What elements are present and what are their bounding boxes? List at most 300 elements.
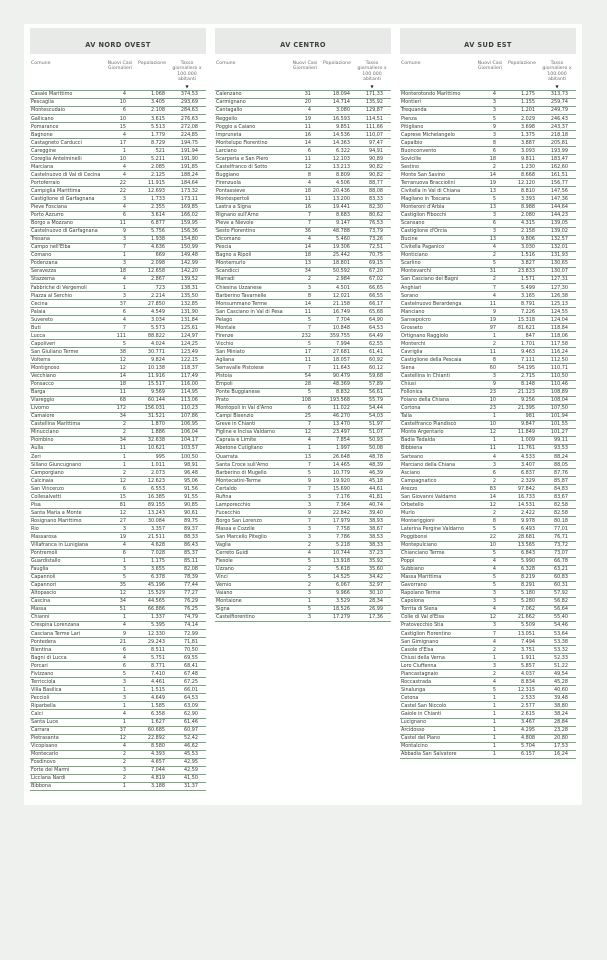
popolazione-cell: 46.270 [332,413,350,420]
nuovi-casi-cell: 23 [489,389,496,396]
table-row [30,405,206,413]
header-nuovi-casi[interactable]: Nuovi Casi Giornalieri [292,60,318,72]
popolazione-cell: 20.436 [332,187,350,194]
nuovi-casi-cell: 6 [122,107,126,114]
comune-cell: Subbiano [401,566,424,573]
nuovi-casi-cell: 2 [492,509,496,516]
tasso-cell: 69,55 [183,654,198,661]
popolazione-cell: 359.755 [329,332,350,339]
popolazione-cell: 3.165 [520,292,535,299]
tasso-cell: 114,51 [365,115,383,122]
sort-descending-icon[interactable]: ▼ [555,83,559,89]
nuovi-casi-cell: 12 [304,163,311,170]
nuovi-casi-cell: 6 [307,405,311,412]
nuovi-casi-cell: 2 [492,276,496,283]
tasso-cell: 83,67 [553,493,568,500]
tasso-cell: 53,64 [553,630,568,637]
nuovi-casi-cell: 5 [492,686,496,693]
popolazione-cell: 3.030 [520,244,535,251]
popolazione-cell: 13.200 [332,196,350,202]
header-tasso[interactable]: Tasso giornaliero x 100.000 abitanti [542,60,572,83]
table-row [30,719,206,727]
tasso-cell: 88,24 [553,453,568,460]
tasso-cell: 76,53 [368,220,383,227]
table-row [215,461,391,469]
popolazione-cell: 3.407 [520,461,535,468]
comune-cell: Vicchio [216,340,234,347]
nuovi-casi-cell: 9 [492,381,496,388]
comune-cell: Livorno [31,405,49,412]
popolazione-cell: 12.658 [147,268,165,275]
popolazione-cell: 1.155 [520,99,535,106]
header-nuovi-casi[interactable]: Nuovi Casi Giornalieri [107,60,133,72]
nuovi-casi-cell: 6 [122,308,126,315]
table-row [400,228,576,236]
comune-cell: Larciano [216,147,237,154]
table-row [215,300,391,308]
tasso-cell: 38,33 [368,542,383,549]
table-av-sud-est [400,28,576,791]
comune-cell: Sestino [401,163,420,170]
tasso-cell: 60,31 [553,582,568,589]
tasso-cell: 48,78 [368,453,383,460]
tasso-cell: 184,64 [180,179,198,186]
popolazione-cell: 2.984 [335,276,350,283]
popolazione-cell: 2.080 [520,212,535,219]
popolazione-cell: 6.358 [150,711,165,717]
table-row [30,147,206,155]
nuovi-casi-cell: 9 [307,477,311,484]
popolazione-cell: 14.525 [332,574,350,581]
comune-cell: Sesto Fiorentino [216,228,256,235]
table-row [215,228,391,236]
tasso-cell: 55,79 [368,397,383,404]
tasso-cell: 132,01 [550,244,568,251]
table-row [30,485,206,493]
tasso-cell: 166,02 [180,212,198,219]
header-popolazione[interactable]: Popolazione [507,60,537,66]
table-row [30,517,206,525]
comune-cell: Monte San Savino [401,171,445,178]
popolazione-cell: 6.328 [520,566,535,573]
popolazione-cell: 3.887 [520,139,535,146]
table-row [400,727,576,735]
comune-cell: Capoliveri [31,340,56,347]
tasso-cell: 20,80 [553,735,568,742]
popolazione-cell: 30.771 [147,348,165,355]
table-row [400,123,576,131]
comune-cell: Campiglia Marittima [31,187,81,194]
table-row [400,517,576,525]
popolazione-cell: 14.536 [332,131,350,138]
tasso-cell: 127,30 [550,284,568,291]
nuovi-casi-cell: 35 [119,582,126,589]
nuovi-casi-cell: 10 [489,421,496,428]
table-row [215,187,391,195]
popolazione-cell: 7.494 [520,638,535,645]
tasso-cell: 124,55 [550,308,568,315]
nuovi-casi-cell: 4 [307,550,311,557]
sort-indicator-row [400,84,576,89]
popolazione-cell: 1.009 [520,437,535,444]
tasso-cell: 116,00 [180,381,198,388]
popolazione-cell: 1.701 [520,340,535,347]
comune-cell: Villafranca in Lunigiana [31,542,89,549]
table-row [30,171,206,179]
comune-cell: Rignano sull'Arno [216,212,259,219]
popolazione-cell: 6.493 [520,525,535,532]
tasso-cell: 80,18 [553,517,568,524]
popolazione-cell: 2.867 [150,276,165,283]
table-row [30,501,206,509]
header-comune[interactable]: Comune [216,60,236,66]
tasso-cell: 41,81 [368,493,383,500]
popolazione-cell: 23.833 [517,268,535,275]
table-row [400,590,576,598]
comune-cell: Piazza al Serchio [31,292,72,299]
popolazione-cell: 50.592 [332,268,350,275]
comune-cell: Montelupo Fiorentino [216,139,268,146]
table-row [215,107,391,115]
nuovi-casi-cell: 11 [119,389,126,396]
comune-cell: Casale Marittimo [31,91,73,98]
comune-cell: Rufina [216,493,232,500]
nuovi-casi-cell: 3 [307,501,311,508]
popolazione-cell: 193.568 [329,397,350,404]
table-row [400,268,576,276]
nuovi-casi-cell: 1 [492,654,496,661]
table-row [215,340,391,348]
tasso-cell: 60,12 [368,364,383,371]
table-row [30,123,206,131]
table-row [400,332,576,340]
tasso-cell: 90,85 [183,501,198,508]
table-row [400,550,576,558]
nuovi-casi-cell: 68 [119,397,126,404]
tasso-cell: 90,82 [368,171,383,178]
table-row [400,477,576,485]
tasso-cell: 191,94 [180,147,198,154]
nuovi-casi-cell: 11 [489,445,496,452]
popolazione-cell: 4.808 [520,735,535,742]
table-row [400,276,576,284]
nuovi-casi-cell: 12 [119,735,126,742]
popolazione-cell: 1.779 [150,131,165,138]
tasso-cell: 107,50 [550,405,568,412]
comune-cell: Casole d'Elsa [401,646,434,653]
popolazione-cell: 89.155 [147,501,165,508]
header-tasso[interactable]: Tasso giornaliero x 100.000 abitanti [172,60,202,83]
comune-cell: Monsummano Terme [216,300,267,307]
popolazione-cell: 3.751 [520,646,535,653]
header-popolazione[interactable]: Popolazione [322,60,352,66]
popolazione-cell: 9.806 [520,236,535,243]
comune-cell: Vernio [216,582,232,589]
tables-card [24,24,582,805]
header-nuovi-casi[interactable]: Nuovi Casi Giornalieri [477,60,503,72]
table-row [400,316,576,324]
comune-cell: Calci [31,711,43,717]
table-row [400,453,576,461]
popolazione-cell: 3.405 [150,99,165,106]
popolazione-cell: 3.093 [520,147,535,154]
table-row [215,606,391,614]
tasso-cell: 52,33 [553,654,568,661]
comune-cell: Pitigliano [401,123,424,130]
popolazione-cell: 8.148 [520,381,535,388]
nuovi-casi-cell: 3 [307,533,311,540]
popolazione-cell: 9.811 [520,155,535,162]
popolazione-cell: 1.516 [520,252,535,259]
table-row [400,364,576,372]
nuovi-casi-cell: 6 [492,469,496,476]
comune-cell: Massa e Cozzile [216,525,255,532]
tasso-cell: 88,33 [183,533,198,540]
popolazione-cell: 48.369 [332,381,350,388]
comune-cell: Firenze [216,332,234,339]
popolazione-cell: 22.842 [332,509,350,516]
popolazione-cell: 8.511 [150,646,165,653]
nuovi-casi-cell: 5 [492,196,496,202]
tasso-cell: 154,80 [180,236,198,243]
nuovi-casi-cell: 1 [122,558,126,565]
popolazione-cell: 5.751 [150,654,165,661]
popolazione-cell: 2.533 [520,694,535,701]
table-row [400,389,576,397]
tasso-cell: 64,90 [368,316,383,323]
comune-cell: Lastra a Signa [216,204,251,211]
nuovi-casi-cell: 17 [304,348,311,355]
tasso-cell: 243,37 [550,123,568,130]
tasso-cell: 56,64 [553,606,568,613]
comune-cell: Chiusi [401,381,416,388]
tasso-cell: 107,86 [180,413,198,420]
tasso-cell: 132,57 [550,236,568,243]
comune-cell: Marradi [216,276,235,283]
nuovi-casi-cell: 5 [307,316,311,323]
table-row [215,171,391,179]
tasso-cell: 117,49 [180,373,198,380]
comune-cell: Licciana Nardi [31,775,66,782]
tasso-cell: 76,25 [183,606,198,613]
table-row [215,131,391,139]
comune-cell: Crespina Lorenzana [31,622,80,629]
comune-cell: Pienza [401,115,417,122]
comune-cell: Lucignano [401,719,427,726]
tasso-cell: 77,44 [183,582,198,589]
table-row [30,606,206,614]
header-comune[interactable]: Comune [31,60,51,66]
tasso-cell: 91,55 [183,493,198,500]
tasso-cell: 64,53 [183,694,198,701]
popolazione-cell: 521 [155,147,165,154]
nuovi-casi-cell: 14 [119,373,126,380]
nuovi-casi-cell: 1 [122,614,126,621]
comune-cell: San Casciano in Val di Pesa [216,308,283,315]
nuovi-casi-cell: 2 [122,775,126,782]
table-row [30,710,206,718]
section-title: AV NORD OVEST [85,40,151,49]
table-row [215,373,391,381]
nuovi-casi-cell: 4 [122,711,126,717]
comune-cell: Cerreto Guidi [216,550,249,557]
table-header-row [400,61,576,84]
table-row [30,694,206,702]
table-row [30,743,206,751]
table-row [215,469,391,477]
comune-cell: Pomarance [31,123,59,130]
popolazione-cell: 18.526 [332,606,350,613]
nuovi-casi-cell: 7 [122,324,126,331]
nuovi-casi-cell: 3 [307,614,311,621]
table-row [30,493,206,501]
table-row [400,147,576,155]
comune-cell: Montalcino [401,743,428,750]
tasso-cell: 132,85 [180,300,198,307]
tasso-cell: 67,02 [368,276,383,283]
tasso-cell: 127,31 [550,276,568,283]
table-row [30,453,206,461]
comune-cell: Bucine [401,236,418,243]
nuovi-casi-cell: 3 [122,236,126,243]
table-row [30,662,206,670]
tasso-cell: 72,99 [183,630,198,637]
tasso-cell: 17,36 [368,614,383,621]
comune-cell: Fivizzano [31,670,54,677]
tasso-cell: 99,11 [553,437,568,444]
comune-cell: Castellina in Chianti [401,373,450,380]
tasso-cell: 68,41 [183,662,198,669]
popolazione-cell: 7.758 [335,525,350,532]
table-row [400,115,576,123]
popolazione-cell: 19.306 [332,244,350,251]
table-row [400,155,576,163]
popolazione-cell: 5.756 [150,228,165,235]
section-title: AV CENTRO [280,40,326,49]
nuovi-casi-cell: 1 [492,735,496,742]
nuovi-casi-cell: 2 [307,276,311,283]
table-header-row [30,61,206,84]
table-row [400,131,576,139]
comune-cell: Altopascio [31,590,57,597]
comune-cell: Fabbriche di Vergemoli [31,284,87,291]
nuovi-casi-cell: 1 [492,437,496,444]
popolazione-cell: 2.615 [520,711,535,717]
table-row [215,582,391,590]
tasso-cell: 53,32 [553,646,568,653]
nuovi-casi-cell: 108 [301,397,311,404]
comune-cell: Castiglione d'Orcia [401,228,447,235]
tasso-cell: 156,36 [180,228,198,235]
tasso-cell: 110,46 [550,381,568,388]
table-row [215,493,391,501]
table-body [30,90,206,791]
comune-cell: Porcari [31,662,48,669]
sort-descending-icon[interactable]: ▼ [185,83,189,89]
comune-cell: Camaiore [31,413,55,420]
popolazione-cell: 2.158 [520,228,535,235]
tasso-cell: 60,83 [553,574,568,581]
comune-cell: Bagni di Lucca [31,654,67,661]
table-row [400,284,576,292]
popolazione-cell: 3.080 [335,107,350,114]
table-row [215,179,391,187]
tasso-cell: 108,04 [550,397,568,404]
comune-cell: Lamporecchio [216,501,251,508]
table-row [30,260,206,268]
comune-cell: Montignoso [31,364,60,371]
nuovi-casi-cell: 3 [492,99,496,106]
nuovi-casi-cell: 10 [489,397,496,404]
popolazione-cell: 5.395 [150,622,165,629]
tasso-cell: 123,49 [180,348,198,355]
comune-cell: San Miniato [216,348,245,355]
popolazione-cell: 5.857 [520,662,535,669]
comune-cell: Manciano [401,308,425,315]
comune-cell: Bagno a Ripoli [216,252,252,259]
comune-cell: Marciana [31,163,54,170]
tasso-cell: 57,92 [553,590,568,597]
nuovi-casi-cell: 3 [492,131,496,138]
table-row [400,461,576,469]
nuovi-casi-cell: 9 [492,123,496,130]
nuovi-casi-cell: 34 [119,598,126,605]
comune-cell: Pontremoli [31,550,58,557]
popolazione-cell: 10.744 [332,550,350,557]
header-tasso[interactable]: Tasso giornaliero x 100.000 abitanti [357,60,387,83]
popolazione-cell: 7.410 [150,670,165,677]
popolazione-cell: 4.649 [150,694,165,701]
sort-descending-icon[interactable]: ▼ [370,83,374,89]
table-row [215,332,391,340]
popolazione-cell: 21.158 [332,300,350,307]
nuovi-casi-cell: 3 [122,260,126,267]
comune-cell: Viareggio [31,397,55,404]
table-row [30,678,206,686]
tasso-cell: 117,58 [550,340,568,347]
popolazione-cell: 27.681 [332,348,350,355]
nuovi-casi-cell: 4 [122,622,126,629]
header-popolazione[interactable]: Popolazione [137,60,167,66]
nuovi-casi-cell: 22 [119,179,126,186]
table-row [400,622,576,630]
tasso-cell: 50,08 [368,445,383,452]
header-comune[interactable]: Comune [401,60,421,66]
nuovi-casi-cell: 11 [489,348,496,355]
nuovi-casi-cell: 1 [122,453,126,460]
nuovi-casi-cell: 12 [489,614,496,621]
table-row [400,558,576,566]
table-row [215,485,391,493]
popolazione-cell: 7.176 [335,493,350,500]
nuovi-casi-cell: 4 [307,107,311,114]
popolazione-cell: 3.615 [150,115,165,122]
comune-cell: Orbetello [401,501,424,508]
tasso-cell: 23,28 [553,727,568,734]
popolazione-cell: 16.733 [517,493,535,500]
popolazione-cell: 6.843 [520,550,535,557]
table-row [30,735,206,743]
table-row [30,775,206,783]
nuovi-casi-cell: 7 [307,364,311,371]
table-row [215,356,391,364]
nuovi-casi-cell: 3 [492,107,496,114]
table-row [30,163,206,171]
table-row [30,179,206,187]
tasso-cell: 193,99 [550,147,568,154]
comune-cell: Piancastagnaio [401,670,438,677]
table-row [30,751,206,759]
